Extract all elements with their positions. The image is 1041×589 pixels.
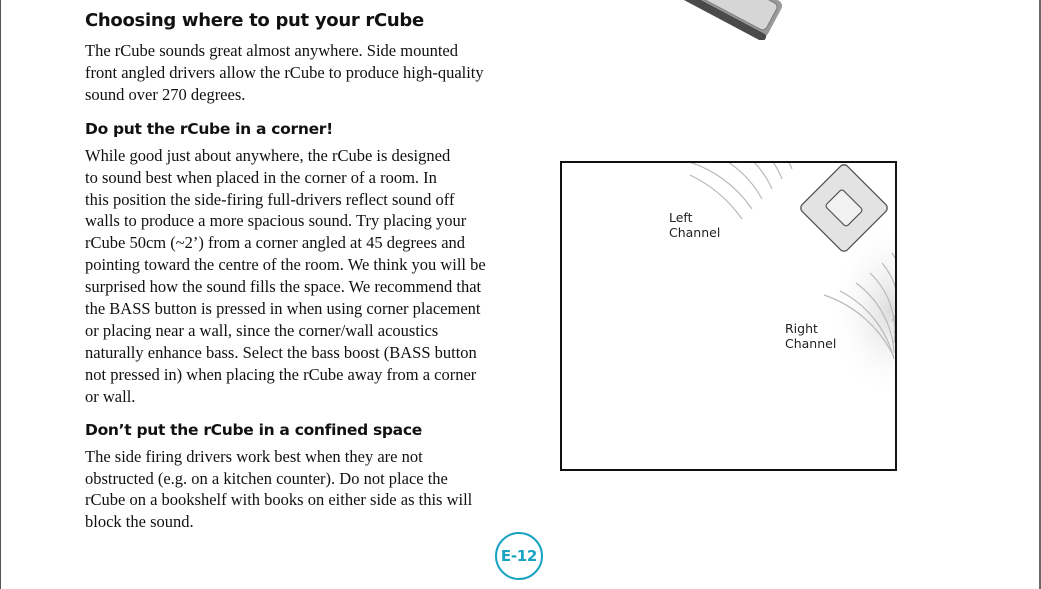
right-channel-label: Right Channel: [785, 321, 837, 351]
page-number: E-12: [500, 547, 538, 565]
confined-paragraph: The side firing drivers work best when they are not obstructed (e.g. on a kitchen counter). Do not place the rCube on a bookshelf with books on either side as this will block the sound.: [85, 446, 473, 532]
room-diagram: [560, 161, 897, 471]
section-title: Choosing where to put your rCube: [85, 10, 424, 31]
corner-heading: Do put the rCube in a corner!: [85, 119, 333, 138]
left-channel-label: Left Channel: [669, 210, 721, 240]
page-number-badge: [495, 532, 543, 580]
confined-heading: Don’t put the rCube in a confined space: [85, 420, 422, 439]
text-column: [85, 8, 545, 533]
corner-paragraph: While good just about anywhere, the rCube is designed to sound best when placed in the corner of a room. In this position the side-firing full-drivers reflect sound off walls to produce a more spacious sound. Try placing your rCube 50cm (~2’) from a corner angled at 45 degrees and pointing toward the centre of the room. We think you will be surprised how the sound fills the space. We recommend that the BASS button is pressed in when using corner placement or placing near a wall, since the corner/wall acoustics naturally enhance bass. Select the bass boost (BASS button not pressed in) when placing the rCube away from a corner or wall.: [85, 145, 486, 406]
intro-paragraph: The rCube sounds great almost anywhere. Side mounted front angled drivers allow the rCube to produce high-quality sound over 270 degrees.: [85, 41, 484, 104]
placement-diagram: [560, 161, 897, 471]
rcube-product-image: [640, 0, 790, 45]
page-left-edge: [0, 0, 1, 589]
